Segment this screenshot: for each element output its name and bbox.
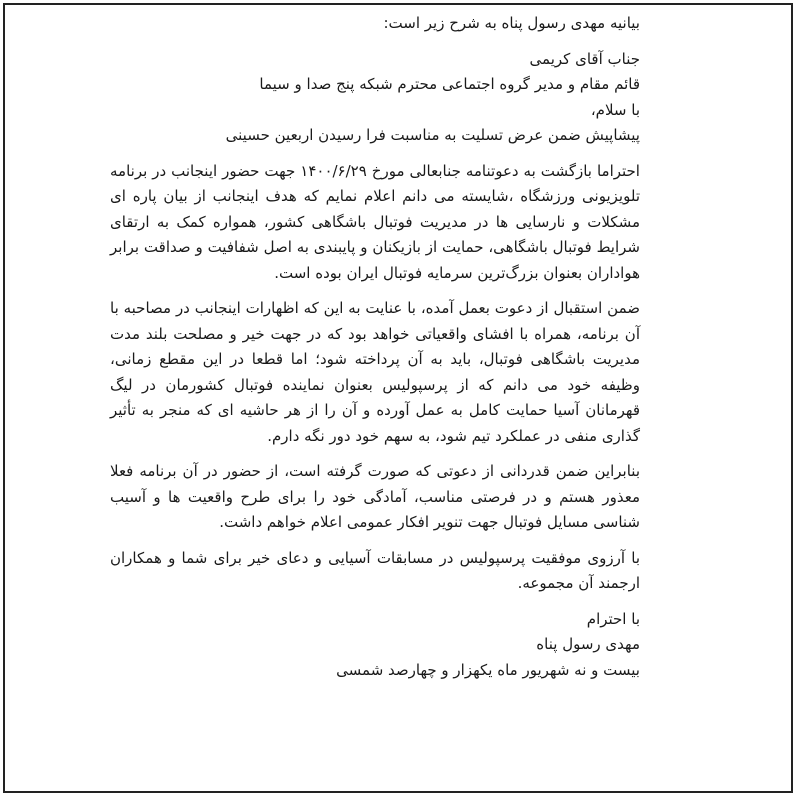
greeting: با سلام، [590, 100, 640, 119]
paragraph-support-persepolis: ضمن استقبال از دعوت بعمل آمده، با عنایت به این که اظهارات اینجانب در مصاحبه با آن برنامه، همراه با افشای واقعیاتی خواهد بود که در جهت خیر و مصلحت بلند مدت مدیریت باشگاهی فوتبال، باید به آن پرداخته شود؛ اما قطعا در این مقطع زمانی، وظیفه خود می دانم که از پرسپولیس بعنوان نماینده فوتبال کشورمان در لیگ قهرمانان آسیا حمایت کامل به عمل آورده و آن را از هر حاشیه ای که منجر به تأثیر گذاری منفی در عملکرد تیم شود، به سهم خود دور نگه دارم. [110, 299, 640, 445]
paragraph-invitation-response: احتراما بازگشت به دعوتنامه جنابعالی مورخ ۱۴۰۰/۶/۲۹ جهت حضور اینجانب در برنامه تلویزیونی ورزشگاه ،شایسته می دانم اعلام نمایم که هدف اینجانب از بیان پاره ای مشکلات و نارسایی ها در مدیریت فوتبال باشگاهی کشور، همواره کمک به ارتقای شرایط فوتبال باشگاهی، حمایت از بازیکنان و پایبندی به اصل شفافیت و صداقت برابر هواداران بعنوان بزرگ‌ترین سرمایه فوتبال ایران بوده است. [110, 161, 640, 282]
condolence-line: پیشاپیش ضمن عرض تسلیت به مناسبت فرا رسیدن اربعین حسینی [225, 126, 640, 144]
addressee-title: قائم مقام و مدیر گروه اجتماعی محترم شبکه پنج صدا و سیما [259, 75, 640, 93]
document-frame [3, 3, 793, 793]
closing-phrase: با احترام [586, 609, 640, 628]
paragraph-good-wishes: با آرزوی موفقیت پرسپولیس در مسابقات آسیایی و دعای خیر برای شما و همکاران ارجمند آن مجموعه. [110, 548, 640, 592]
statement-date: بیست و نه شهریور ماه یکهزار و چهارصد شمسی [336, 660, 640, 679]
statement-body [110, 11, 640, 683]
statement-intro: بیانیه مهدی رسول پناه به شرح زیر است: [383, 14, 640, 32]
signoff-block [110, 607, 640, 684]
addressee-name: جناب آقای کریمی [529, 49, 640, 68]
paragraph-declining-attendance: بنابراین ضمن قدردانی از دعوتی که صورت گرفته است، از حضور در آن برنامه فعلا معذور هستم و در فرصتی مناسب، آمادگی خود را برای طرح واقعیت ها و آسیب شناسی مسایل فوتبال جهت تنویر افکار عمومی اعلام خواهم داشت. [110, 462, 640, 531]
signature-name: مهدی رسول پناه [536, 635, 640, 653]
